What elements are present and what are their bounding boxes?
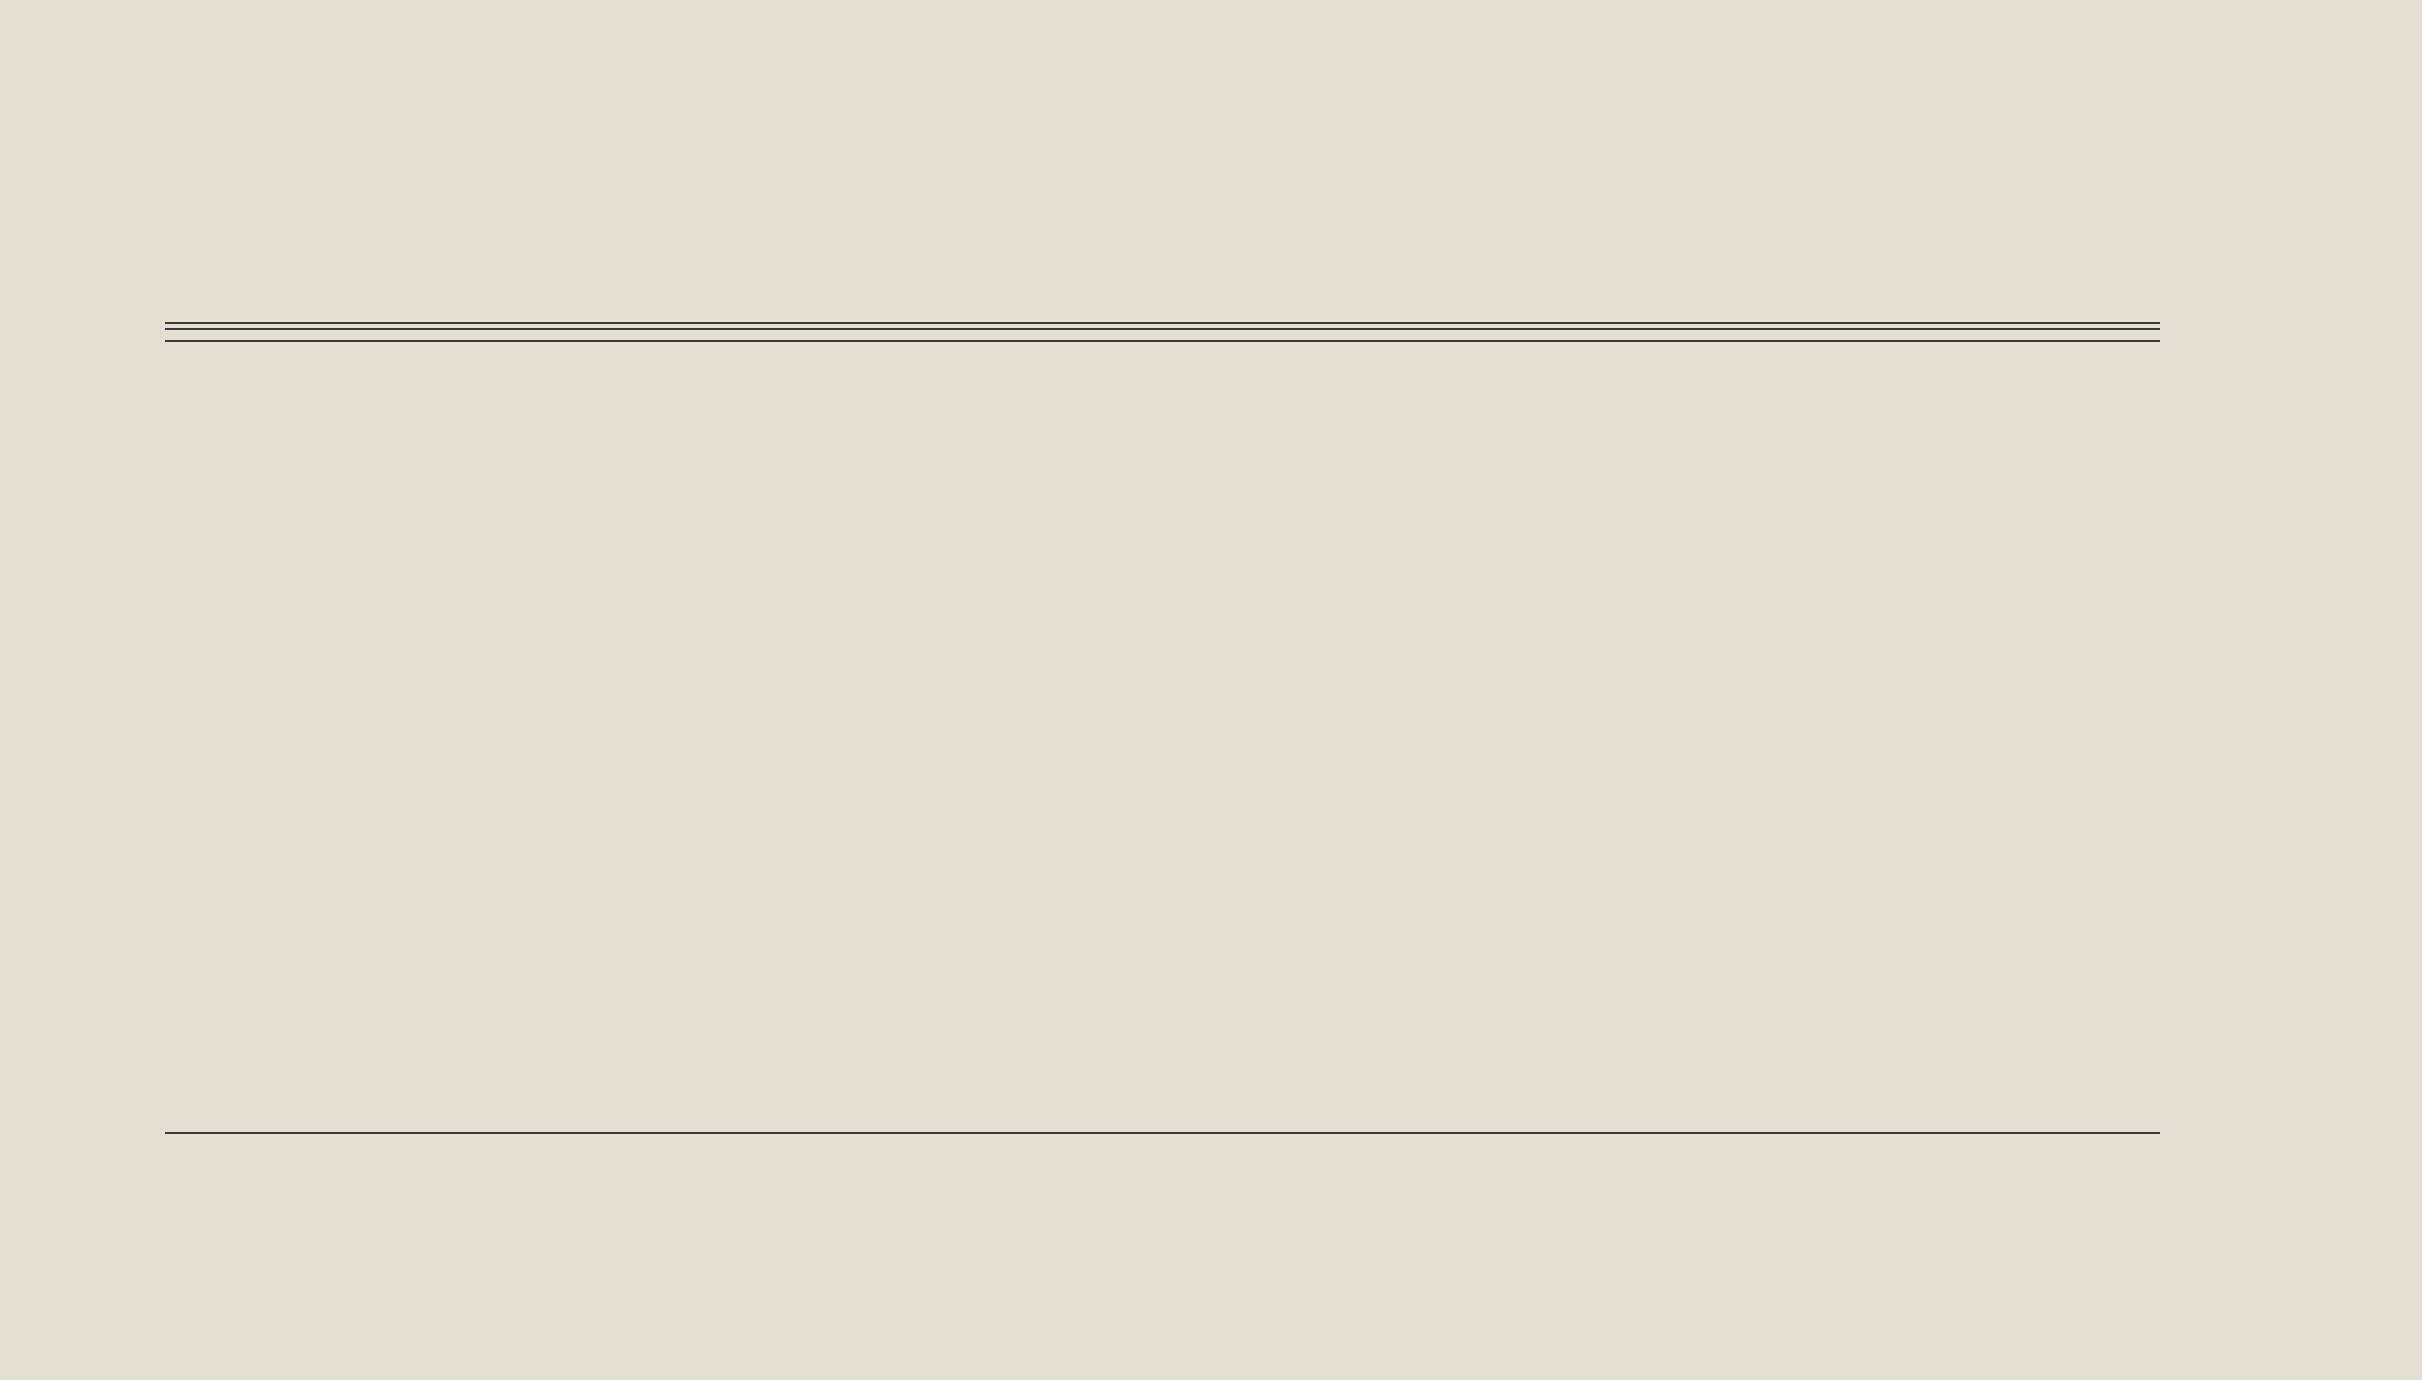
top-rule-3 [165,340,2160,342]
top-rule-2 [165,328,2160,330]
page-number [2212,1175,2252,1255]
running-head [2200,245,2270,1245]
bottom-rule [165,1132,2160,1134]
top-rule-1 [165,322,2160,324]
